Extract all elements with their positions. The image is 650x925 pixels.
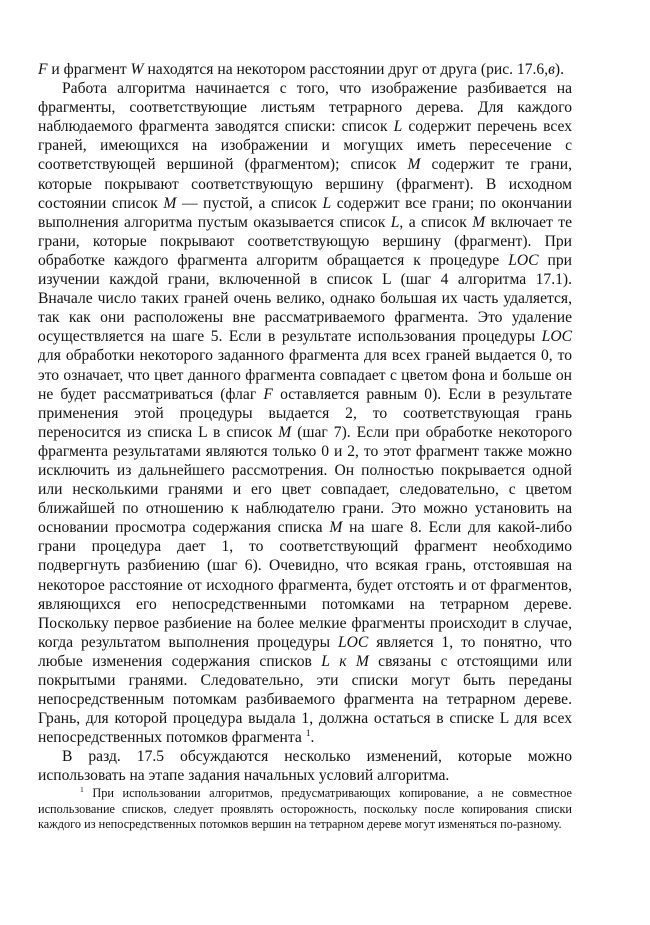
italic-run: M [355, 652, 369, 670]
italic-run: LOC [508, 251, 539, 269]
italic-run: F [263, 385, 273, 403]
text-run: является 1, то понятно, что любые изменения содержания списков [38, 633, 572, 670]
text-run: связаны с отстоящими или покрытыми гранями. Следовательно, эти списки могут быть переданы непосредственным потомкам разбиваемого фрагмента на тетрарном дереве. Грань, для которой процедура выдала 1, должна остаться в списке L для всех непосредственных потомков фрагмента [38, 652, 573, 747]
text-run: содержит перечень всех граней, имеющихся на изображении и могущих иметь пересечение с соответствующей вершиной (фрагментом); список [38, 118, 573, 174]
text-run: включает те грани, которые покрывают соответствующую вершину (фрагмент). При обработке каждого фрагмента алгоритм обращается к процедуре [38, 213, 572, 269]
text-run: оставляется равным 0). Если в результате применения этой процедуры выдается 2, то соответствующая грань переносится из списка L в список [38, 385, 573, 441]
italic-run: M [278, 423, 292, 441]
footnote-ref: 1 [305, 728, 311, 740]
text-run [330, 653, 339, 670]
italic-run: M [329, 519, 343, 537]
text-run [347, 653, 356, 670]
italic-run: в [548, 61, 555, 78]
text-run: при изучении каждой грани, включенной в список L (шаг 4 алгоритма 17.1). Вначале число таких граней очень велико, однако большая их часть удаляется, так как они расположены вне рассматриваемого фрагмента. Это удаление осуществляется на шаге 5. Если в результате использования процедуры [38, 251, 572, 346]
paragraph-2 [38, 79, 572, 747]
footnote-mark: 1 [80, 784, 84, 794]
italic-run: M [407, 156, 421, 174]
text-run: В разд. 17.5 обсуждаются несколько изменений, которые можно использовать на этапе задания начальных условий алгоритма. [38, 748, 572, 785]
text-run: (шаг 7). Если при обработке некоторого фрагмента результатами являются только 0 и 2, то этот фрагмент также можно исключить из дальнейшего рассмотрения. Он полностью покрывается одной или несколькими гранями и его цвет совпадает, следовательно, с цветом ближайшей по отношению к наблюдателю грани. Это можно установить на основании просмотра содержания списка [38, 423, 572, 537]
footnote-text: При использовании алгоритмов, предусматривающих копирование, а не совместное использование списков, следует проявлять осторожность, поскольку после копирования списки каждого из непосредственных потомков вершин на тетрарном дереве могут изменяться по-разному. [38, 786, 572, 832]
italic-run: W [130, 61, 144, 78]
italic-run: LOC [337, 633, 369, 651]
italic-run: LOC [541, 328, 572, 346]
italic-run: к [339, 652, 347, 670]
text-run: на шаге 8. Если для какой-либо грани процедура дает 1, то соответствующий фрагмент необходимо подвергнуть разбиению (шаг 6). Очевидно, что всякая грань, отстоявшая на некоторое расстояние от исходного фрагмента, будет отстоять и от фрагментов, являющихся его непосредственными потомками на тетрарном дереве. Поскольку первое разбиение на более мелкие фрагменты происходит в случае, когда результатом выполнения процедуры [38, 519, 572, 651]
paragraph-3 [38, 747, 572, 785]
italic-run: L [321, 652, 330, 670]
text-run: находятся на некотором расстоянии друг от друга (рис. 17.6, [143, 61, 549, 78]
text-run: Работа алгоритма начинается с того, что изображение разбивается на фрагменты, соответствующие листьям тетрарного дерева. Для каждого наблюдаемого фрагмента заводятся списки: список [38, 80, 572, 136]
italic-run: M [163, 194, 177, 212]
italic-run: L [322, 194, 332, 212]
text-run: и фрагмент [47, 61, 131, 78]
footnote [38, 786, 572, 833]
text-run: содержит те грани, которые покрывают соответствующую вершину (фрагмент). В исходном состоянии список [38, 156, 572, 212]
italic-run: M [472, 213, 486, 231]
paragraph-1 [38, 60, 572, 79]
italic-run: F [38, 61, 48, 78]
text-run: ). [554, 61, 564, 78]
italic-run: L [390, 213, 400, 231]
text-run: для обработки некоторого заданного фрагмента для всех граней выдается 0, то это означает, что цвет данного фрагмента совпадает с цветом фона и больше он не будет рассматриваться (флаг [38, 347, 572, 403]
text-run: . [310, 729, 315, 747]
text-run: , а список [399, 213, 473, 231]
italic-run: L [393, 118, 403, 136]
text-run: содержит все грани; по окончании выполнения алгоритма пустым оказывается список [38, 194, 572, 231]
body-text [38, 60, 572, 786]
text-run: — пустой, а список [176, 194, 323, 212]
